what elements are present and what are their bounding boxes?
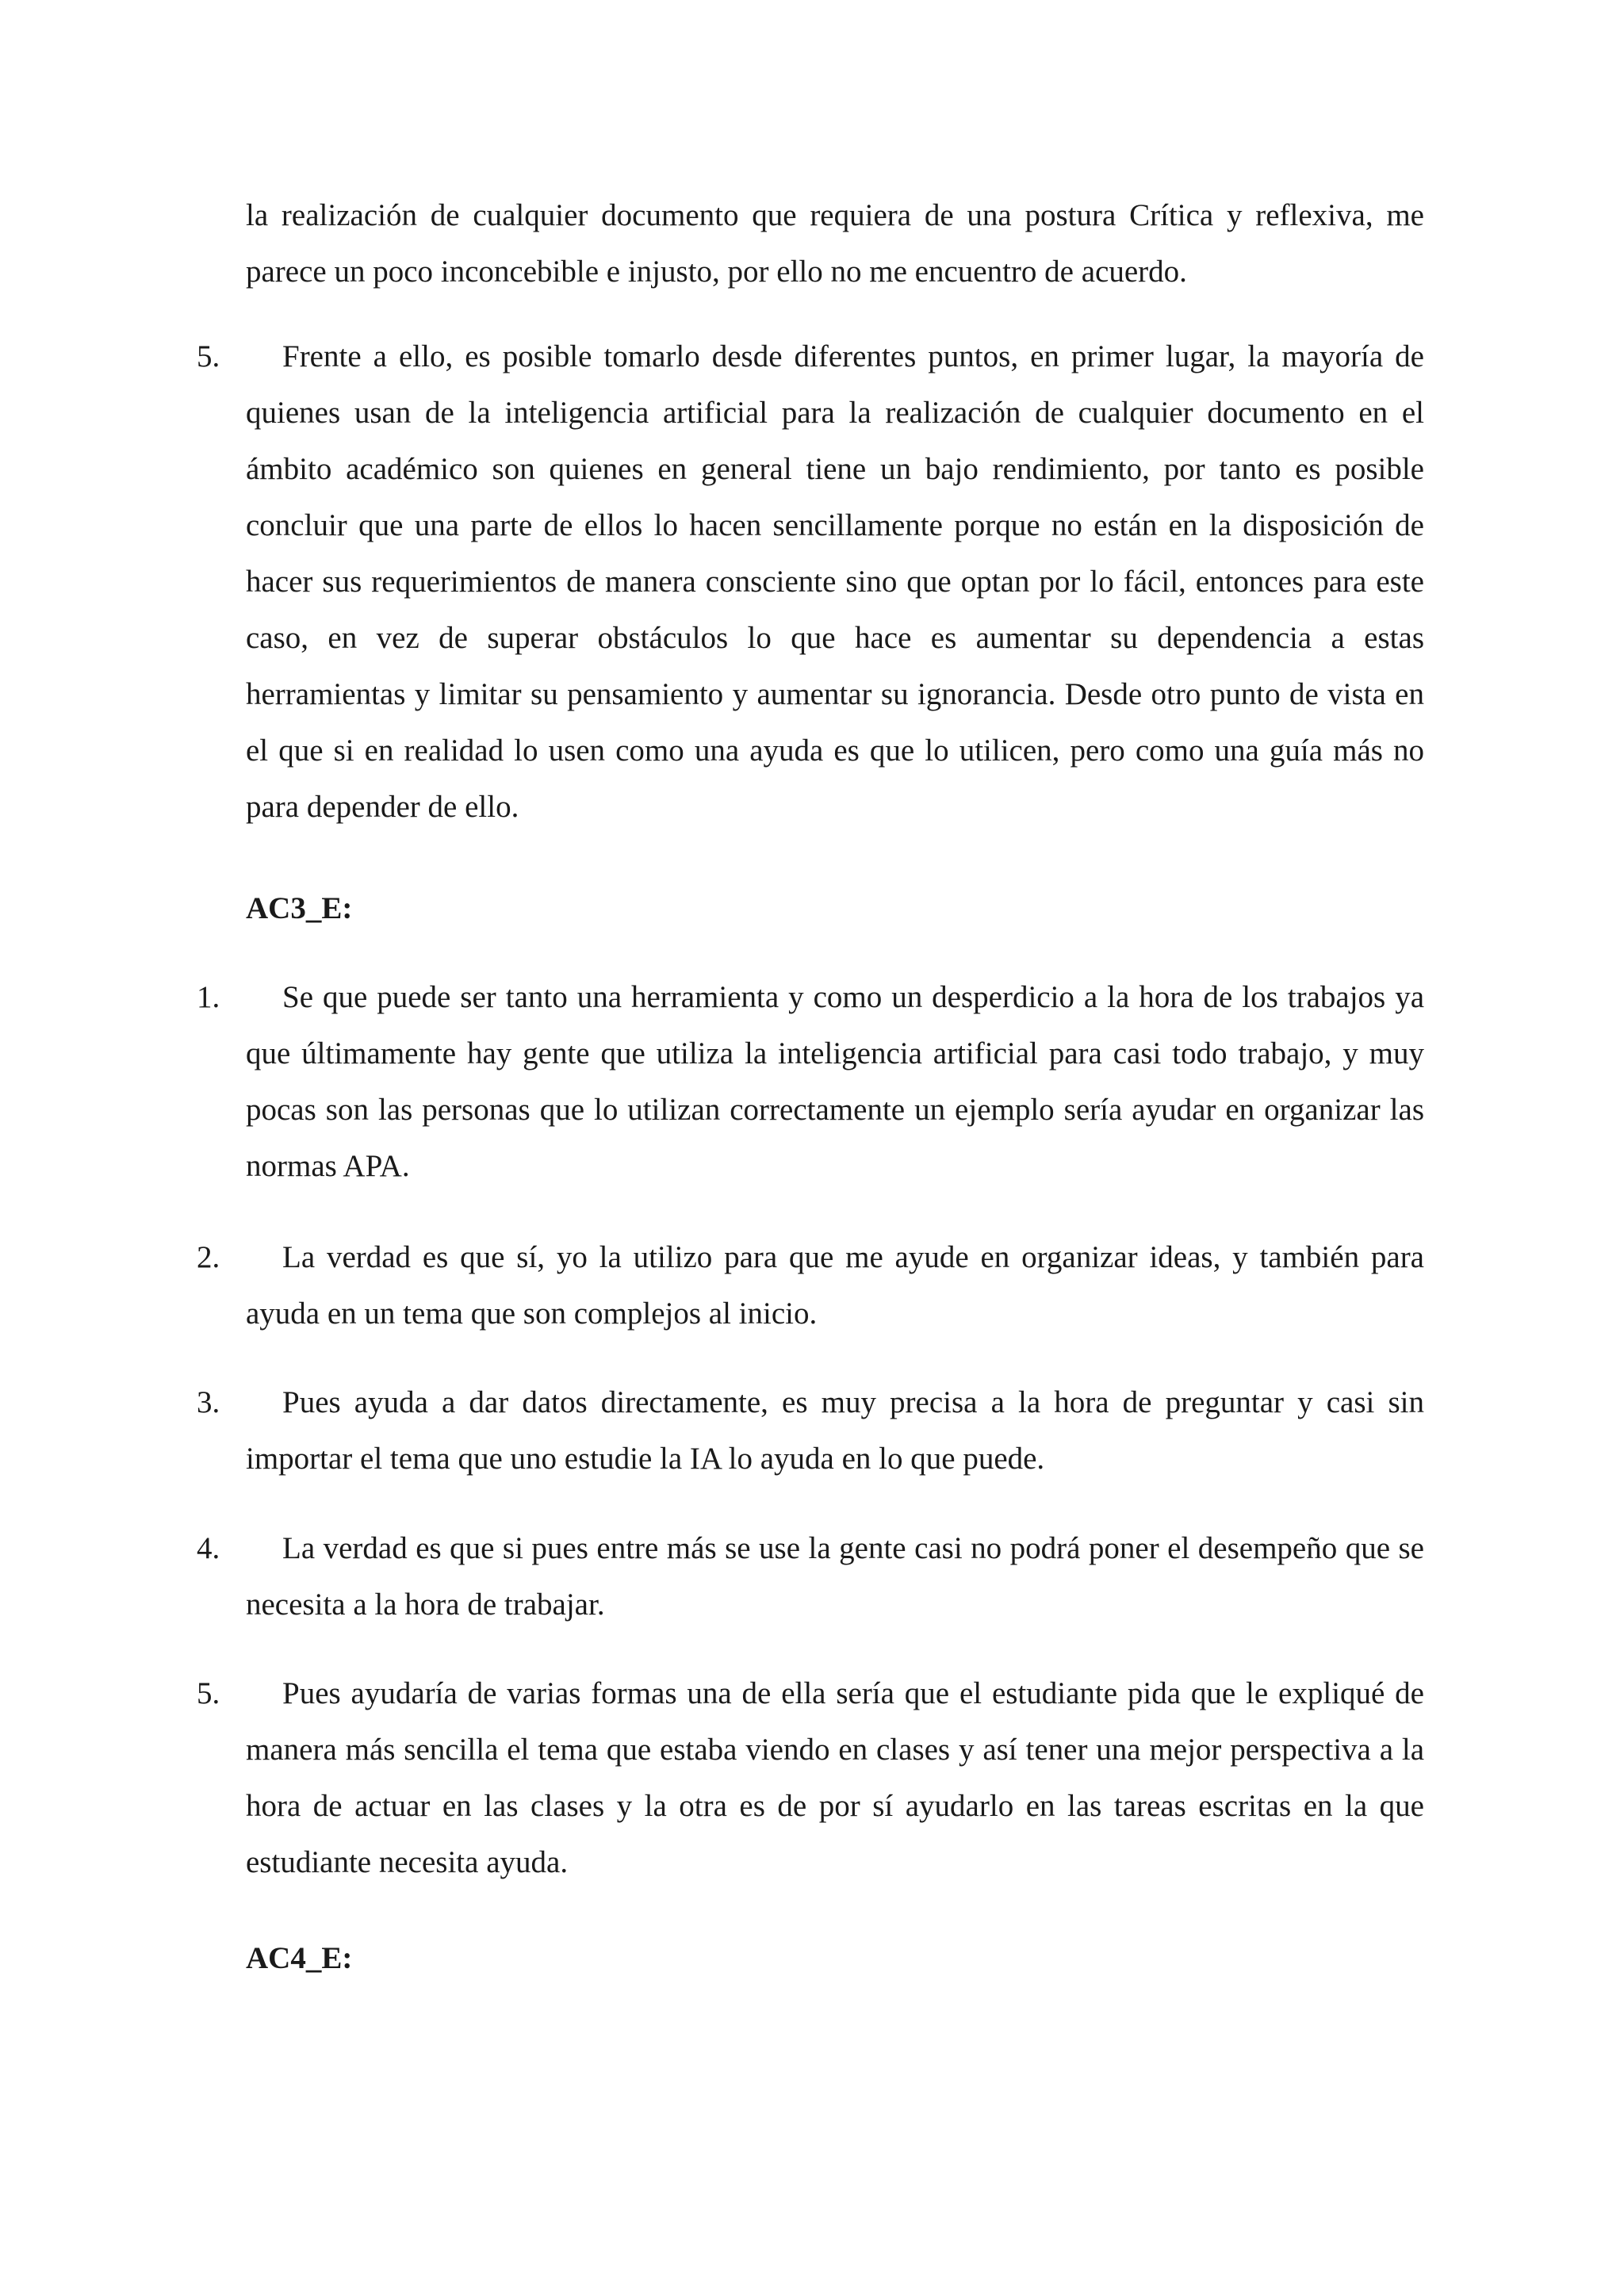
list-item-number: 1. [197,980,220,1014]
list-item-text: Frente a ello, es posible tomarlo desde diferentes puntos, en primer lugar, la mayoría de quienes usan de la inteligencia artificial para la realización de cualquier documento en el ámbito académico son quienes en general tiene un bajo rendimiento, por tanto es posible concluir que una parte de ellos lo hacen sencillamente porque no están en la disposición de hacer sus requerimientos de manera consciente sino que optan por lo fácil, entonces para este caso, en vez de superar obstáculos lo que hace es aumentar su dependencia a estas herramientas y limitar su pensamiento y aumentar su ignorancia. Desde otro punto de vista en el que si en realidad lo usen como una ayuda es que lo utilicen, pero como una guía más no para depender de ello. [246,339,1424,824]
section-heading-ac3: AC3_E: [246,891,353,925]
section-heading-ac4: AC4_E: [246,1941,353,1975]
list-item-number: 4. [197,1531,220,1565]
list-item-text: La verdad es que si pues entre más se use la gente casi no podrá poner el desempeño que se necesita a la hora de trabajar. [246,1531,1424,1622]
list-item-text: La verdad es que sí, yo la utilizo para que me ayude en organizar ideas, y también para ayuda en un tema que son complejos al inicio. [246,1240,1424,1331]
list-item-text: Se que puede ser tanto una herramienta y como un desperdicio a la hora de los trabajos ya que últimamente hay gente que utiliza la inteligencia artificial para casi todo trabajo, y muy pocas son las personas que lo utilizan correctamente un ejemplo sería ayudar en organizar las normas APA. [246,980,1424,1183]
list-item-text: Pues ayuda a dar datos directamente, es muy precisa a la hora de preguntar y casi sin importar el tema que uno estudie la IA lo ayuda en lo que puede. [246,1385,1424,1476]
list-item-text: Pues ayudaría de varias formas una de ella sería que el estudiante pida que le expliqué de manera más sencilla el tema que estaba viendo en clases y así tener una mejor perspectiva a la hora de actuar en las clases y la otra es de por sí ayudarlo en las tareas escritas en la que estudiante necesita ayuda. [246,1676,1424,1879]
list-item-number: 3. [197,1385,220,1419]
continuation-paragraph: la realización de cualquier documento que requiera de una postura Crítica y reflexiva, me parece un poco inconcebible e injusto, por ello no me encuentro de acuerdo. [246,198,1424,289]
list-item-number: 5. [197,1676,220,1710]
list-item-number: 2. [197,1240,220,1274]
list-item-number: 5. [197,339,220,373]
